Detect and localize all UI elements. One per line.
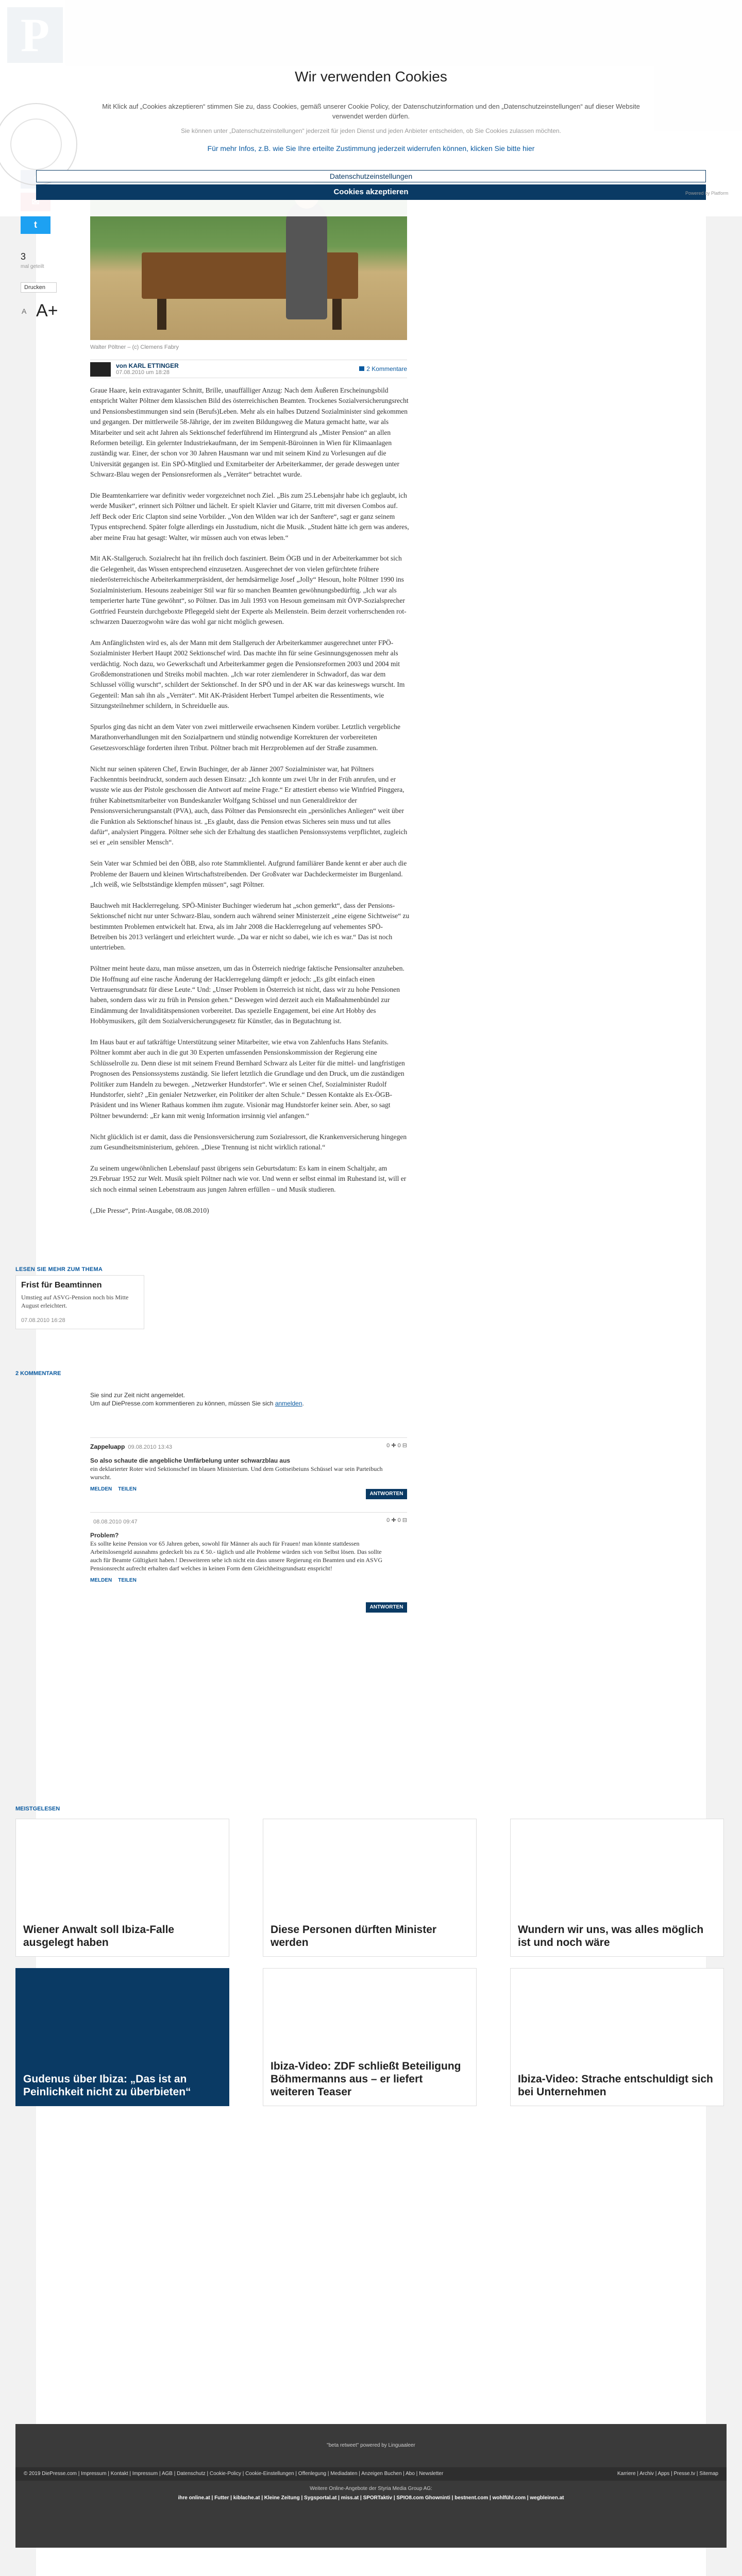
cookie-info-link[interactable]: Für mehr Infos, z.B. wie Sie Ihre erteilte Zustimmung jederzeit widerrufen können, klicken Sie bitte hier — [207, 144, 535, 152]
most-read-card[interactable] — [263, 1819, 477, 1957]
article-paragraph: Pöltner meint heute dazu, man müsse ansetzen, um das in Österreich niedrige faktische Pensionsalter anzuheben. Die Hoffnung auf eine rasche Änderung der Hacklerregelung dämpft er jedoch: „Es gibt einfach einen Vertrauensgrundsatz für diese Leute.“ Und: „Unser Problem in Österreich ist nicht, dass wir zu hohe Pensionen haben, sondern dass wir zu früh in Pension gehen.“ Deswegen wird derzeit auch ein Maßnahmenbündel zur Eindämmung der Invaliditätspensionen vorbereitet. Das spezielle Engagement, bei eine Art Hobby des Hobbymusikers, gilt dem Sozialversicherungsgesetz für Künstler, das in Begutachtung ist. — [90, 964, 404, 1025]
site-footer — [15, 2424, 727, 2548]
twitter-share-button[interactable] — [21, 215, 50, 234]
article-body — [90, 385, 410, 1226]
footer-right-links[interactable]: Karriere | Archiv | Apps | Presse.tv | Sitemap — [617, 2471, 718, 2477]
byline — [90, 360, 407, 378]
article-source-note: („Die Presse“, Print-Ausgabe, 08.08.2010) — [90, 1206, 209, 1214]
comment-text: ein deklarierter Roter wird Sektionschef im blauen Ministerium. Und dem Gottseibeiuns Schüssel war sein Parteibuch wurscht. — [90, 1465, 383, 1481]
most-read-title[interactable]: Diese Personen dürften Minister werden — [271, 1924, 437, 1948]
comment-votes[interactable]: 0 ✚ 0 ⊟ — [386, 1517, 407, 1523]
login-link[interactable]: anmelden — [275, 1400, 302, 1407]
font-increase-button[interactable]: A+ — [36, 301, 58, 320]
comment-text: Es sollte keine Pension vor 65 Jahren geben, sowohl für Männer als auch für Frauen! man könnte stattdessen Arbeitslosengeld ausnahms gedeckelt bis zu € 50.- täglich und alle Probleme würden sich von Selbst lösen. Das sollte auch für Beamte Gültigkeit haben.! Desweiteren sehe ich nicht ein dass unsere Regierung ein Beamten und ein ASVG Pensionsrecht aufrecht erhalten darf welches in keinen Form dem Gleichheitsgrundsatz enspricht! — [90, 1540, 383, 1572]
report-comment-link[interactable]: MELDEN — [90, 1486, 112, 1492]
article-paragraph: Bauchweh mit Hacklerregelung. SPÖ-Minister Buchinger wiederum hat „schon gemerkt“, dass der Pensions-Sektionschef nicht nur unter Schwarz-Blau, sondern auch während seiner Ministerzeit „eine eigene Sichtweise“ zu bestimmten Problemen entwickelt hat. Etwa, als im Jahr 2008 die Hacklerregelung auf vehementes SPÖ-Betreiben bis 2013 verlängert und erleichtert wurde. „Da war er nicht so dabei, wie ich es war.“ Das ist noch untertrieben. — [90, 901, 410, 952]
footer-network-label: Weitere Online-Angebote der Styria Media Group AG: — [310, 2486, 432, 2492]
most-read-title[interactable]: Ibiza-Video: Strache entschuldigt sich bei Unternehmen — [518, 2073, 713, 2098]
most-read-card[interactable] — [15, 1819, 229, 1957]
footer-network-links[interactable]: ihre online.at | Futter | kiblache.at | Kleine Zeitung | Sygsportal.at | miss.at | SPORTaktiv | SPIO8.com Ghowninti | bestnent.com | wohlfühl.com | wegbleinen.at — [178, 2495, 564, 2501]
comment-author[interactable]: Zappeluapp — [90, 1443, 125, 1450]
cookie-title: Wir verwenden Cookies — [295, 69, 447, 84]
reply-button[interactable]: ANTWORTEN — [366, 1489, 407, 1499]
comments-link[interactable]: 2 Kommentare — [359, 365, 407, 372]
comment — [90, 1512, 407, 1613]
comment-title: So also schaute die angebliche Umfärbelung unter schwarzblau aus — [90, 1457, 291, 1464]
article-paragraph: Die Beamtenkarriere war definitiv weder vorgezeichnet noch Ziel. „Bis zum 25.Lebensjahr habe ich geglaubt, ich werde Musiker“, erinnert sich Pöltner und lächelt. Er spielt Klavier und Gitarre, tritt mit diversen Combos auf. Jeff Beck oder Eric Clapton sind seine Vorbilder. „Von den Wilden war ich der Sanftere“, sagt er ganz seinem Typus entsprechend. Später folgte allerdings ein Jusstudium, nicht die Musik. „Student hätte ich gern was anderes, aber meine Frau hat gesagt: Walter, wir müssen auch von etwas leben.“ — [90, 492, 409, 541]
article-paragraph: Zu seinem ungewöhnlichen Lebenslauf passt übrigens sein Geburtsdatum: Es kam in einem Schaltjahr, am 29.Februar 1952 zur Welt. Musik spielt Pöltner nach wie vor. Und wenn er selbst einmal im Ruhestand ist, will er sich noch einmal seinen Lebenstraum aus jungen Jahren erfüllen – und Musik studieren. — [90, 1164, 407, 1193]
publish-date: 07.08.2010 um 18:28 — [116, 369, 170, 376]
share-comment-link[interactable]: TEILEN — [118, 1578, 137, 1583]
article-paragraph: Graue Haare, kein extravaganter Schnitt, Brille, unauffälliger Anzug: Nach dem Äußeren Erscheinungsbild entspricht Walter Pöltner dem klassischen Bild des österreichischen Beamten. Trockenes Sozialversicherungsrecht und Pensionsbestimmungen sind sein (Berufs)Leben. Mehr als ein halbes Dutzend Sozialminister sind gekommen und gegangen. Der mittlerweile 58-Jährige, der im zweiten Bildungsweg die Matura gemacht hatte, war als Mitarbeiter und seit acht Jahren als Sektionschef federführend im Hintergrund als „Mister Pension“ an allen Reformen beteiligt. Ein gelernter Industriekaufmann, der im Sempenit-Büroinnen in Wien für Klimaanlagen zuständig war. Einer, der schon vor 30 Jahren Hausmann war und mit seinem Kind zu Vorlesungen auf die Universität gegangen ist. Ein SPÖ-Mitglied und Exmitarbeiter der Arbeiterkammer, der gerade deswegen unter Schwarz-Blau wegen der Pensionsreformen als „Verräter“ betrachtet wurde. — [90, 386, 409, 479]
most-read-title[interactable]: Wundern wir uns, was alles möglich ist und noch wäre — [518, 1924, 704, 1948]
login-notice-line2: Um auf DiePresse.com kommentieren zu können, müssen Sie sich — [90, 1400, 275, 1407]
accept-cookies-button[interactable]: Cookies akzeptieren — [36, 184, 706, 200]
most-read-card[interactable] — [263, 1968, 477, 2106]
article-paragraph: Nicht nur seinen späteren Chef, Erwin Buchinger, der ab Jänner 2007 Sozialminister war, hat Pöltners Fachkenntnis beeindruckt, sondern auch dessen Einsatz: „Ich konnte um zwei Uhr in der Früh anrufen, und er wusste wie aus der Pistole geschossen die Antwort auf meine Frage.“ Er attestiert ebenso wie Winfried Pinggera, früher Kabinettsmitarbeiter von Bundeskanzler Wolfgang Schüssel und nun Generaldirektor der Pensionsversicherungsanstalt (PVA), auch, dass Pöltner das Pensionsrecht ein „persönliches Anliegen“ weit über die Funktion als Sektionschef hinaus ist. „Es glaubt, dass die Pension etwas Sicheres sein muss und tut alles dafür“, analysiert Pinggera. Pöltner sehe sich der Erhaltung des staatlichen Pensionssystems verpflichtet, zugleich sei er „ein sensibler Mensch“. — [90, 765, 408, 846]
related-title[interactable]: Frist für Beamtinnen — [21, 1281, 102, 1290]
share-count-label: mal geteilt — [21, 264, 44, 269]
comments-heading: 2 KOMMENTARE — [15, 1370, 61, 1377]
share-comment-link[interactable]: TEILEN — [118, 1486, 137, 1492]
most-read-heading: MEISTGELESEN — [15, 1806, 60, 1812]
related-article-card[interactable] — [15, 1275, 144, 1329]
comment-date: 09.08.2010 13:43 — [128, 1444, 172, 1450]
author-name[interactable]: von KARL ETTINGER — [116, 362, 179, 369]
cookie-text: Mit Klick auf „Cookies akzeptieren“ stimmen Sie zu, dass Cookies, gemäß unserer Cookie Policy, der Datenschutzinformation und den „Datenschutzeinstellungen“ auf dieser Website verwendet werden dürfen. — [102, 103, 640, 120]
login-notice-line1: Sie sind zur Zeit nicht angemeldet. — [90, 1392, 185, 1399]
author-avatar — [90, 362, 111, 377]
comment-date: 08.08.2010 09:47 — [93, 1519, 138, 1525]
comment-votes[interactable]: 0 ✚ 0 ⊟ — [386, 1443, 407, 1449]
comments-login-notice: Sie sind zur Zeit nicht angemeldet. Um auf DiePresse.com kommentieren zu können, müssen Sie sich anmelden. — [90, 1392, 304, 1407]
most-read-title[interactable]: Ibiza-Video: ZDF schließt Beteiligung Böhmermanns aus – er liefert weiteren Teaser — [271, 2060, 461, 2098]
article-paragraph: Im Haus baut er auf tatkräftige Unterstützung seiner Mitarbeiter, wie etwa von Zahlenfuchs Hans Stefanits. Pöltner kommt aber auch in die gut 30 Experten umfassenden Pensionskommission der Regierung eine Schlüsselrolle zu. Denn diese ist mit seinem Freund Bernhard Schwarz als Leiter für die mittel- und langfristigen Prognosen des Pensionssystems zuständig. Sie liefert letztlich die Grundlage und den Druck, um die zuständigen Politiker zum Handeln zu bewegen. „Netzwerker Hundstorfer“. Wie er seinen Chef, Sozialminister Rudolf Hundstorfer, sieht? „Ein genialer Netzwerker, ein Politiker der alten Schule.“ Dessen Kontakte als Ex-ÖGB-Präsident und ins Wiener Rathaus kommen ihm zugute. Visionär mag Hundstorfer keiner sein. Aber, so sagt Pöltner bewundernd: „Er kann mit wenig Information irrsinnig viel anfangen.“ — [90, 1038, 405, 1120]
share-count: 3 — [21, 251, 26, 262]
article-paragraph: Am Anfänglichsten wird es, als der Mann mit dem Stallgeruch der Arbeiterkammer ausgerechnet unter FPÖ-Sozialminister Herbert Haupt 2002 Sektionschef wird. Das machte ihn für seine Gesinnungsgenossen mehr als verdächtig. Noch dazu, wo Gewerkschaft und Arbeiterkammer gegen die Pensionsreformen 2003 und 2004 mit Großdemonstrationen und Streiks mobil machten. „Ich war roter ziemlenderer in Schwadorf, das war dem Schlussel völlig wurscht“, schildert der Sektionschef. In der SPÖ und in der AK war das keineswegs wurscht. Im Gegenteil: Man sah ihn als „Verräter“. Mit AK-Präsident Herbert Tumpel arbeiten die Ressentiments, wie Sitzungsteilnehmer schildern, in Schreiduelle aus. — [90, 638, 405, 710]
cookie-powered-by: Powered by Platform — [685, 191, 729, 196]
cookie-consent-overlay — [0, 0, 742, 216]
privacy-settings-button[interactable]: Datenschutzeinstellungen — [36, 170, 706, 182]
article-paragraph: Sein Vater war Schmied bei den ÖBB, also rote Stammklientel. Aufgrund familiärer Bande kennt er aber auch die Probleme der Bauern und kleinen Wirtschaftstreibenden. Der Großvater war Dachdeckermeister im Burgenland. „Ich weiß, wie Selbstständige klempfen müssen“, sagt Pöltner. — [90, 859, 407, 888]
related-heading: LESEN SIE MEHR ZUM THEMA — [15, 1266, 103, 1273]
most-read-card[interactable] — [510, 1968, 724, 2106]
photo-caption: Walter Pöltner – (c) Clemens Fabry — [90, 344, 179, 350]
most-read-card[interactable] — [15, 1968, 229, 2106]
most-read-title[interactable]: Gudenus über Ibiza: „Das ist an Peinlichkeit nicht zu überbieten“ — [23, 2073, 191, 2098]
reply-button[interactable]: ANTWORTEN — [366, 1602, 407, 1613]
comment-title: Problem? — [90, 1532, 119, 1539]
footer-tagline: "beta retweet" powered by Linguaaleer — [327, 2443, 415, 2448]
report-comment-link[interactable]: MELDEN — [90, 1578, 112, 1583]
cookie-settings-hint: Sie können unter „Datenschutzeinstellungen“ jederzeit für jeden Dienst und jeden Anbieter entscheiden, ob Sie Cookies zulassen möchten. — [181, 127, 561, 134]
related-teaser: Umstieg auf ASVG-Pension noch bis Mitte August erleichtert. — [21, 1294, 129, 1309]
most-read-card[interactable] — [510, 1819, 724, 1957]
most-read-title[interactable]: Wiener Anwalt soll Ibiza-Falle ausgelegt haben — [23, 1924, 175, 1948]
font-decrease-button[interactable]: A — [22, 307, 27, 315]
article-paragraph: Spurlos ging das nicht an dem Vater von zwei mittlerweile erwachsenen Kindern vorüber. Letztlich vergebliche Marathonverhandlungen mit den Sozialpartnern und stündig notwendige Korrekturen der vorbereiteten Gesetzesvorschläge forderten ihren Tribut. Pöltner brach mit Herzproblemen auf der Straße zusammen. — [90, 722, 400, 752]
related-date: 07.08.2010 16:28 — [21, 1317, 65, 1324]
article-paragraph: Mit AK-Stallgeruch. Sozialrecht hat ihn freilich doch fasziniert. Beim ÖGB und in der Arbeiterkammer bot sich die Gelegenheit, das Wissen entsprechend einzusetzen. Ausgerechnet der von vielen gefürchtete frühere niederösterreichische Arbeiterkammerpräsident, der hemdsärmelige Josef „Jolly“ Hesoun, holte Pöltner 1990 ins Sozialministerium. Hesouns zeabeiniger Stil war für so manchen Beamten gewöhnungsbedürftig. „Ich war als temperierter harte Tüne gewöhnt“, so Pöltner. Das im Juli 1993 von Hesoun gemeinsam mit ÖVP-Sozialsprecher Gottfried Feurstein durchgeboxte Pflegegeld sieht der Experte als Meilenstein. Beim derzeit vorherrschenden rot-schwarzen Dauerzogwohn wäre das wohl gar nicht möglich gewesen. — [90, 554, 407, 625]
twitter-icon: t — [34, 219, 37, 230]
print-button[interactable]: Drucken — [21, 282, 57, 293]
footer-links[interactable]: © 2019 DiePresse.com | Impressum | Kontakt | Impressum | AGB | Datenschutz | Cookie-Policy | Cookie-Einstellungen | Offenlegung | Mediadaten | Anzeigen Buchen | Abo | Newsletter — [24, 2471, 444, 2477]
footer-link-bar — [15, 2467, 727, 2481]
comment — [90, 1437, 407, 1499]
article-paragraph: Nicht glücklich ist er damit, dass die Pensionsversicherung zum Sozialressort, die Krankenversicherung hingegen zum Gesundheitsministerium, gehören. „Diese Trennung ist nicht wirklich rational.“ — [90, 1132, 407, 1151]
